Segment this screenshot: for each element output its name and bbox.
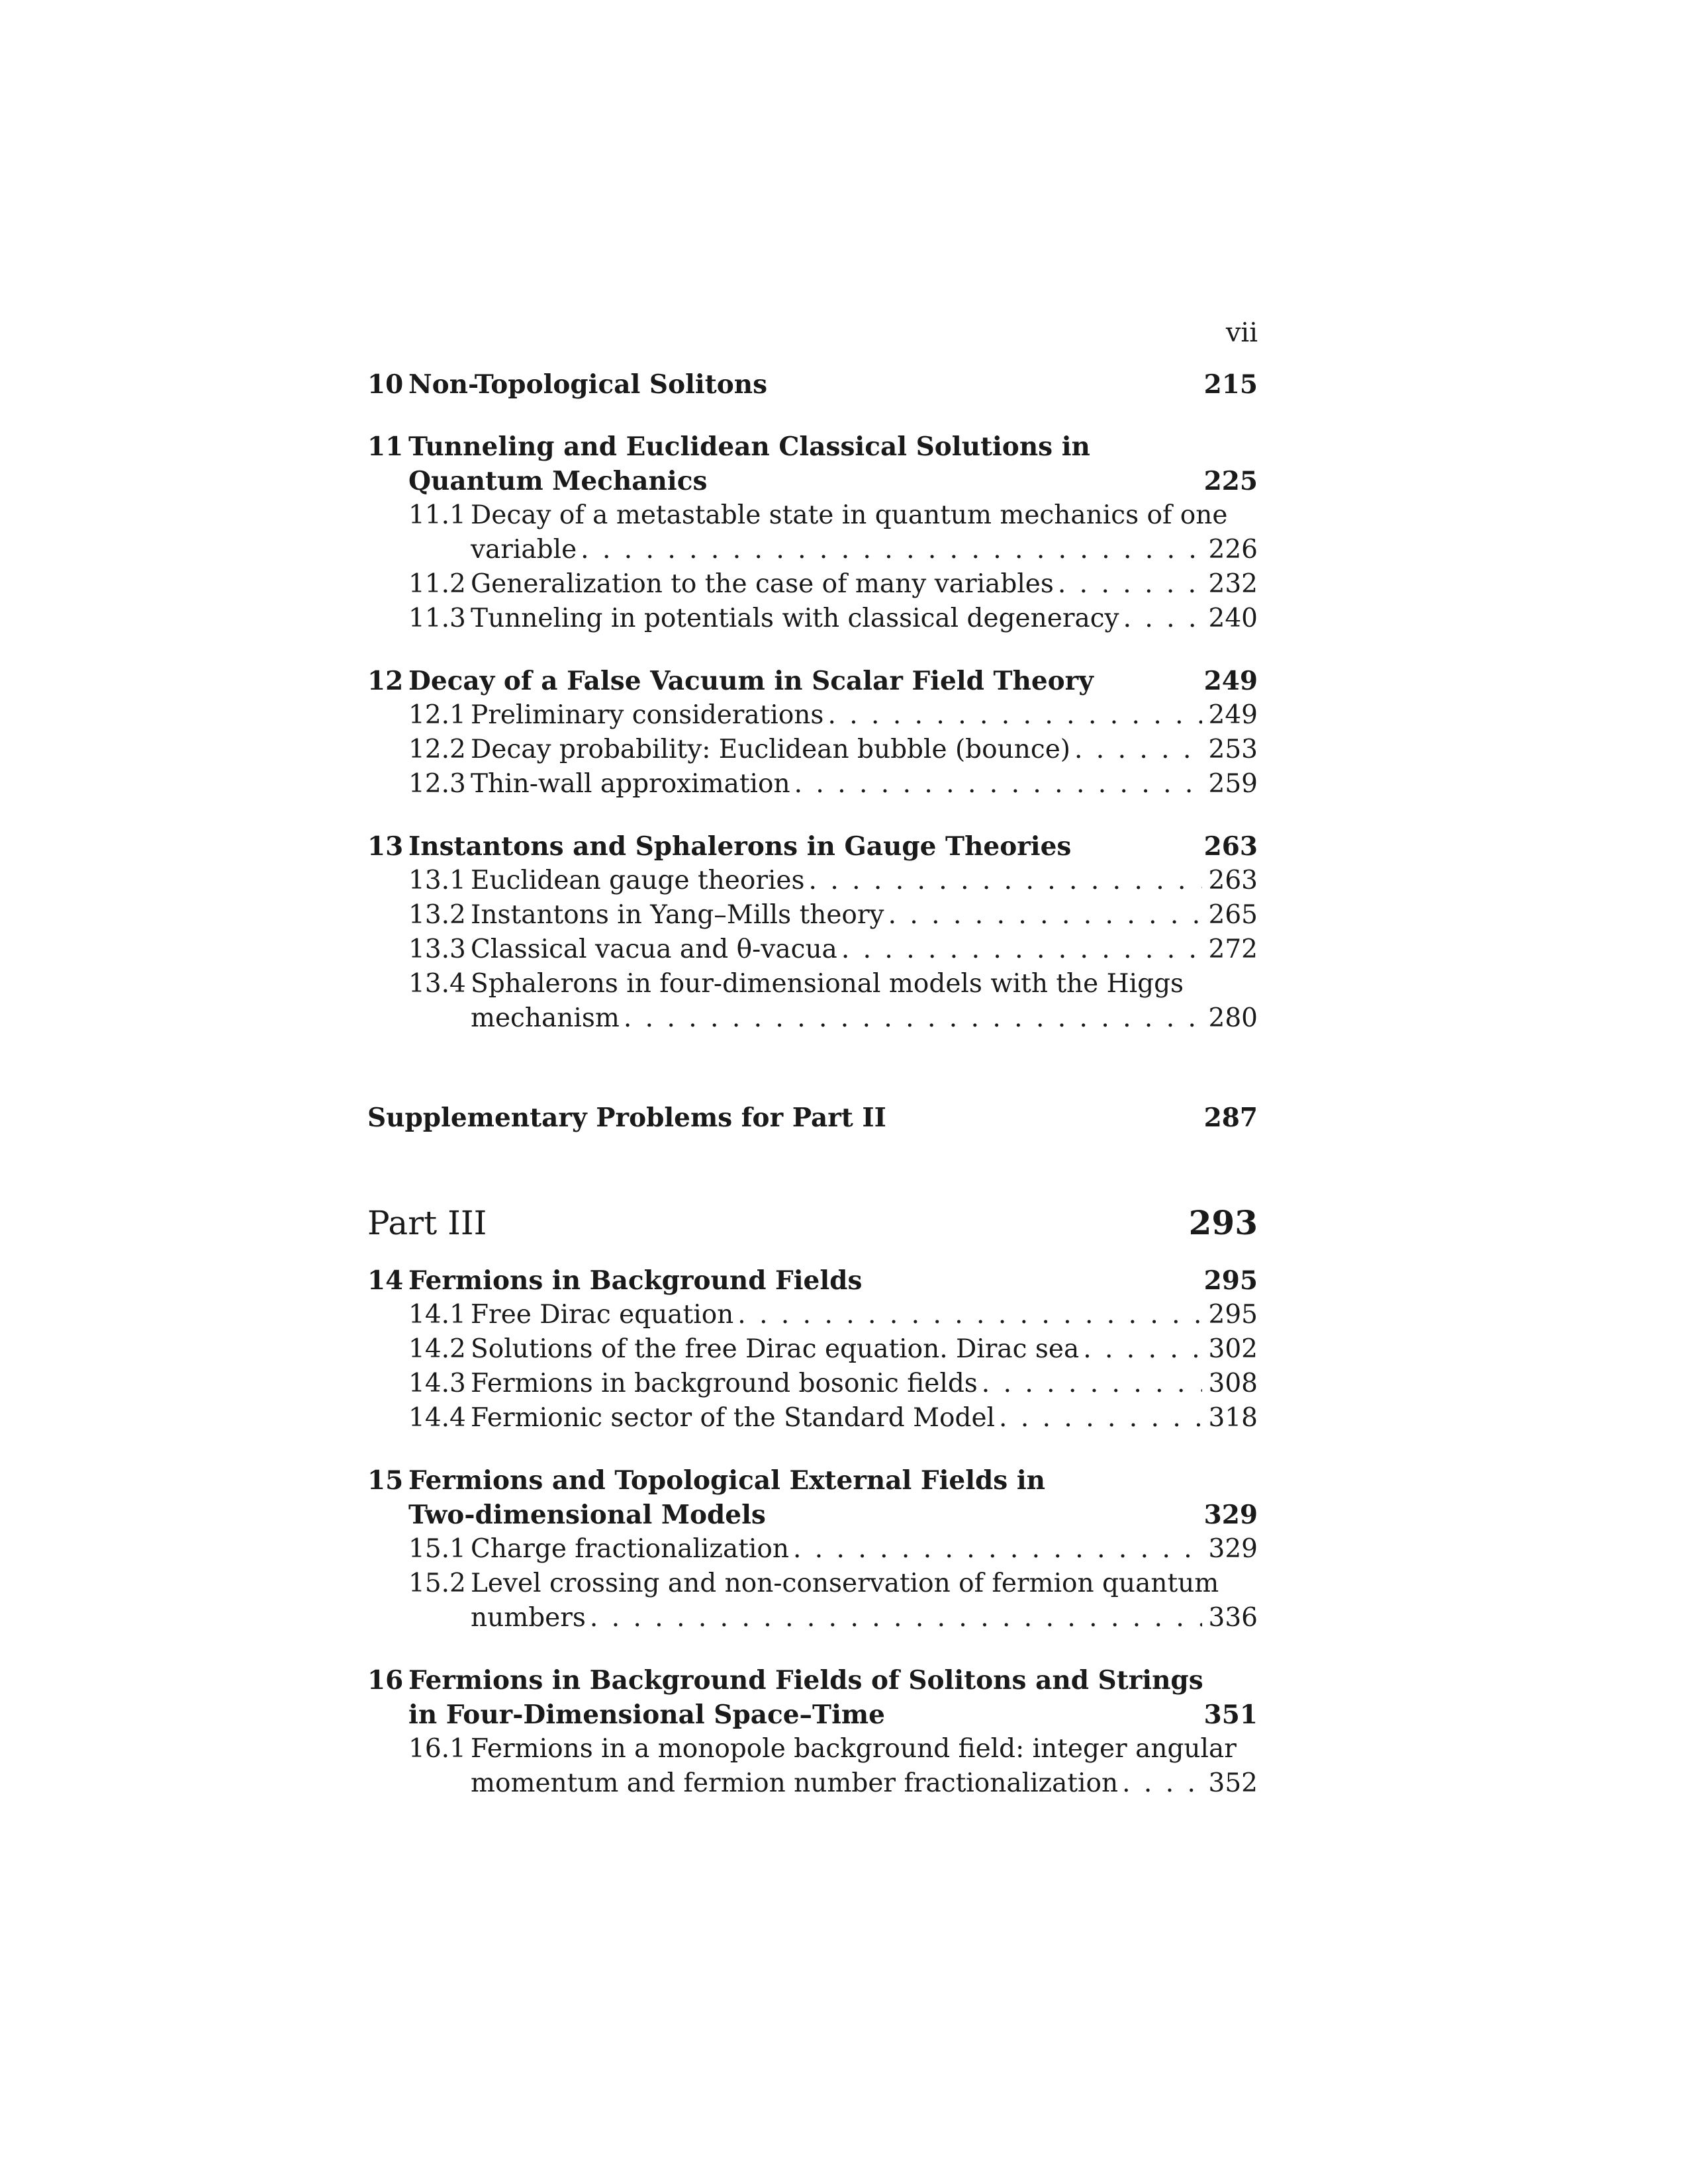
section-number: 16.1 <box>408 1734 466 1764</box>
section-13-1[interactable] <box>367 864 1258 898</box>
dot-leader <box>978 1367 1202 1401</box>
section-title: Instantons in Yang–Mills theory <box>471 900 884 930</box>
chapter-page: 263 <box>1203 831 1258 862</box>
supplementary-page: 287 <box>1203 1103 1258 1133</box>
section-11-3[interactable] <box>367 602 1258 636</box>
section-title: Tunneling in potentials with classical degeneracy <box>471 604 1119 633</box>
page-number: vii <box>1225 318 1258 348</box>
dot-leader <box>837 933 1202 967</box>
section-number: 14.1 <box>408 1300 466 1330</box>
dot-leader <box>805 864 1202 898</box>
section-page: 253 <box>1208 735 1258 764</box>
chapter-13-entry[interactable] <box>367 829 1258 864</box>
section-12-2[interactable] <box>367 733 1258 767</box>
supplementary-title: Supplementary Problems for Part II <box>367 1103 886 1133</box>
section-title: Level crossing and non-conservation of fermion quantum <box>471 1569 1219 1598</box>
dot-leader <box>1118 1766 1201 1801</box>
section-14-3[interactable] <box>367 1367 1258 1401</box>
section-title: Sphalerons in four-dimensional models with the Higgs <box>471 969 1184 999</box>
section-number: 11.1 <box>408 500 466 530</box>
section-number: 11.2 <box>408 569 466 599</box>
section-13-2[interactable] <box>367 898 1258 933</box>
chapter-page: 351 <box>1203 1700 1258 1730</box>
chapter-14-entry[interactable] <box>367 1263 1258 1298</box>
supplementary-entry[interactable] <box>367 1101 1258 1135</box>
chapter-12-entry[interactable] <box>367 664 1258 698</box>
dot-leader <box>1054 567 1202 602</box>
chapter-title: Fermions in Background Fields <box>408 1265 863 1296</box>
dot-leader <box>577 533 1201 567</box>
dot-leader <box>823 698 1201 733</box>
dot-leader <box>1070 733 1202 767</box>
section-number: 14.4 <box>408 1403 466 1433</box>
section-number: 13.1 <box>408 866 466 895</box>
dot-leader <box>884 898 1202 933</box>
chapter-11-entry[interactable] <box>367 430 1258 464</box>
chapter-title: Tunneling and Euclidean Classical Solutions in <box>408 432 1090 462</box>
chapter-title: Two-dimensional Models <box>408 1500 766 1530</box>
chapter-page: 329 <box>1203 1500 1258 1530</box>
section-15-1[interactable] <box>367 1532 1258 1567</box>
dot-leader <box>1079 1332 1201 1367</box>
section-page: 329 <box>1208 1534 1258 1564</box>
section-page: 259 <box>1208 769 1258 799</box>
section-page: 318 <box>1208 1403 1258 1433</box>
section-12-3[interactable] <box>367 767 1258 801</box>
section-number: 13.2 <box>408 900 466 930</box>
section-number: 12.3 <box>408 769 466 799</box>
section-number: 12.1 <box>408 700 466 730</box>
chapter-16-entry-cont[interactable] <box>367 1698 1258 1732</box>
chapter-page: 215 <box>1203 369 1258 400</box>
part-3-entry[interactable] <box>367 1200 1258 1246</box>
chapter-number: 13 <box>367 831 404 862</box>
section-13-4-cont[interactable] <box>367 1001 1258 1036</box>
section-title: Thin-wall approximation <box>471 769 790 799</box>
section-page: 226 <box>1208 535 1258 565</box>
section-title: Decay probability: Euclidean bubble (bounce) <box>471 735 1070 764</box>
section-title: Fermions in background bosonic fields <box>471 1369 978 1398</box>
toc-page <box>367 0 1258 2184</box>
section-title: Decay of a metastable state in quantum mechanics of one <box>471 500 1228 530</box>
section-14-2[interactable] <box>367 1332 1258 1367</box>
section-16-1[interactable] <box>367 1732 1258 1766</box>
section-title: Euclidean gauge theories <box>471 866 805 895</box>
dot-leader <box>789 1532 1202 1567</box>
section-number: 13.3 <box>408 934 466 964</box>
chapter-number: 16 <box>367 1665 404 1696</box>
section-11-2[interactable] <box>367 567 1258 602</box>
section-page: 263 <box>1208 866 1258 895</box>
section-13-4[interactable] <box>367 967 1258 1001</box>
chapter-title: Fermions and Topological External Fields in <box>408 1465 1046 1496</box>
chapter-title: Quantum Mechanics <box>408 466 708 496</box>
section-15-2-cont[interactable] <box>367 1601 1258 1635</box>
section-title: numbers <box>471 1603 586 1633</box>
section-title: Free Dirac equation <box>471 1300 734 1330</box>
section-number: 15.1 <box>408 1534 466 1564</box>
chapter-number: 12 <box>367 666 404 696</box>
section-title: Preliminary considerations <box>471 700 824 730</box>
dot-leader <box>733 1298 1201 1332</box>
section-title: Generalization to the case of many variables <box>471 569 1054 599</box>
section-14-1[interactable] <box>367 1298 1258 1332</box>
dot-leader <box>790 767 1202 801</box>
section-page: 302 <box>1208 1334 1258 1364</box>
dot-leader <box>995 1401 1202 1435</box>
section-title: Classical vacua and θ-vacua <box>471 934 837 964</box>
chapter-title: Decay of a False Vacuum in Scalar Field Theory <box>408 666 1094 696</box>
section-16-1-cont[interactable] <box>367 1766 1258 1801</box>
chapter-title: Fermions in Background Fields of Solitons and Strings <box>408 1665 1203 1696</box>
section-page: 240 <box>1208 604 1258 633</box>
section-12-1[interactable] <box>367 698 1258 733</box>
section-page: 295 <box>1208 1300 1258 1330</box>
part-page: 293 <box>1188 1203 1258 1242</box>
section-number: 14.2 <box>408 1334 466 1364</box>
section-page: 308 <box>1208 1369 1258 1398</box>
section-number: 12.2 <box>408 735 466 764</box>
dot-leader <box>620 1001 1202 1036</box>
section-page: 249 <box>1208 700 1258 730</box>
chapter-title: in Four-Dimensional Space–Time <box>408 1700 885 1730</box>
section-14-4[interactable] <box>367 1401 1258 1435</box>
section-11-1-cont[interactable] <box>367 533 1258 567</box>
chapter-16-entry[interactable] <box>367 1663 1258 1698</box>
chapter-page: 295 <box>1203 1265 1258 1296</box>
section-title: Fermions in a monopole background field: integer angular <box>471 1734 1237 1764</box>
chapter-15-entry-cont[interactable] <box>367 1498 1258 1532</box>
section-page: 272 <box>1208 934 1258 964</box>
section-number: 11.3 <box>408 604 466 633</box>
section-title: Fermionic sector of the Standard Model <box>471 1403 996 1433</box>
section-page: 336 <box>1208 1603 1258 1633</box>
chapter-15-entry[interactable] <box>367 1463 1258 1498</box>
dot-leader <box>586 1601 1202 1635</box>
section-15-2[interactable] <box>367 1567 1258 1601</box>
section-number: 13.4 <box>408 969 466 999</box>
chapter-page: 249 <box>1203 666 1258 696</box>
section-page: 232 <box>1208 569 1258 599</box>
chapter-title: Non-Topological Solitons <box>408 369 768 400</box>
chapter-number: 14 <box>367 1265 404 1296</box>
chapter-page: 225 <box>1203 466 1258 496</box>
chapter-10-entry[interactable] <box>367 367 1258 402</box>
section-page: 280 <box>1208 1003 1258 1033</box>
table-of-contents <box>367 367 1258 1801</box>
section-title: momentum and fermion number fractionalization <box>471 1768 1119 1798</box>
chapter-number: 11 <box>367 432 404 462</box>
chapter-number: 15 <box>367 1465 404 1496</box>
section-title: variable <box>471 535 577 565</box>
part-title: Part III <box>367 1204 487 1242</box>
chapter-title: Instantons and Sphalerons in Gauge Theories <box>408 831 1072 862</box>
chapter-number: 10 <box>367 369 404 400</box>
dot-leader <box>1119 602 1202 636</box>
section-number: 14.3 <box>408 1369 466 1398</box>
section-title: Charge fractionalization <box>471 1534 789 1564</box>
chapter-11-entry-cont[interactable] <box>367 464 1258 498</box>
section-page: 352 <box>1208 1768 1258 1798</box>
section-title: Solutions of the free Dirac equation. Dirac sea <box>471 1334 1080 1364</box>
section-page: 265 <box>1208 900 1258 930</box>
section-number: 15.2 <box>408 1569 466 1598</box>
section-11-1[interactable] <box>367 498 1258 533</box>
section-13-3[interactable] <box>367 933 1258 967</box>
section-title: mechanism <box>471 1003 620 1033</box>
